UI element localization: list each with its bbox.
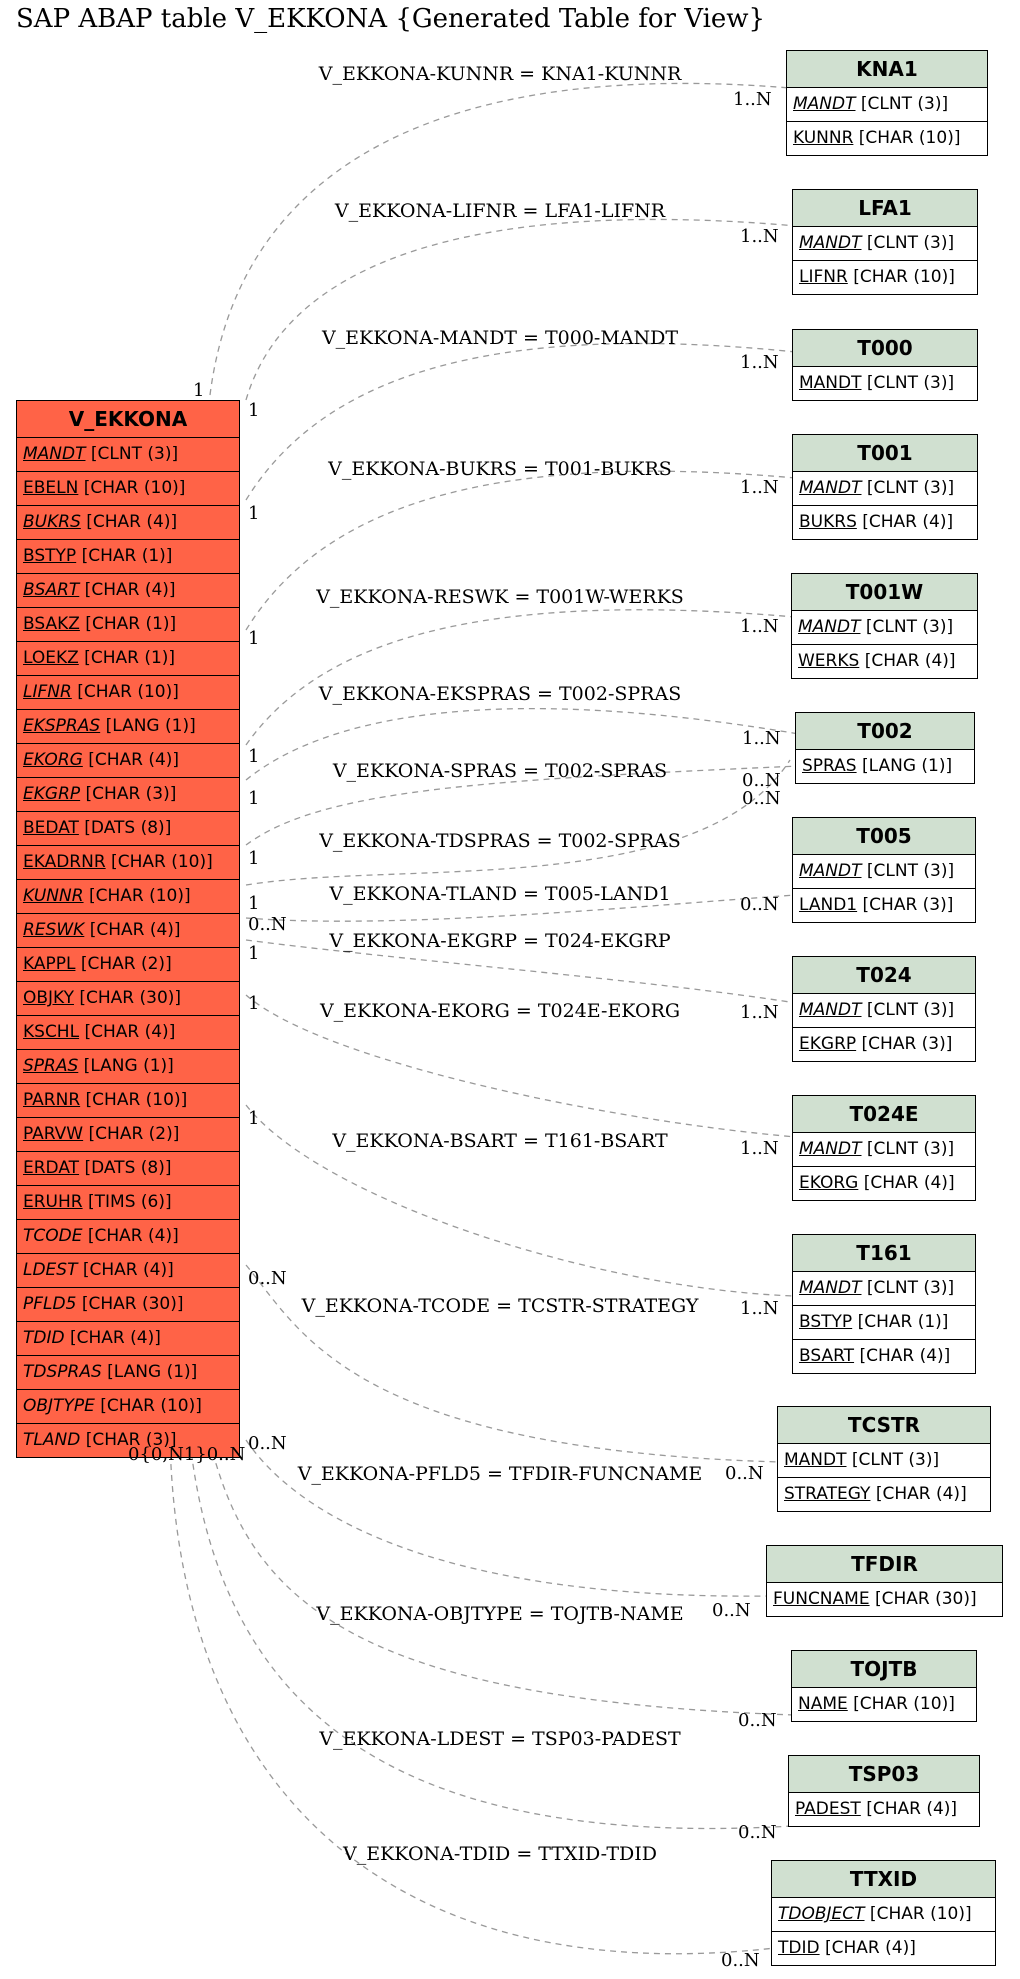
table-field-row bbox=[792, 645, 977, 678]
table-header: T001W bbox=[792, 574, 977, 611]
to-cardinality: 0..N bbox=[738, 1822, 777, 1843]
table-field-row bbox=[796, 750, 974, 783]
field-name: KUNNR bbox=[793, 128, 854, 148]
field-name: KAPPL bbox=[23, 954, 76, 974]
table-field-row bbox=[787, 88, 987, 122]
from-cardinality: 1 bbox=[248, 788, 260, 809]
table-header: V_EKKONA bbox=[17, 401, 239, 438]
field-name: ERUHR bbox=[23, 1192, 83, 1212]
field-name: PARNR bbox=[23, 1090, 81, 1110]
field-type: [CLNT (3)] bbox=[855, 94, 949, 114]
table-field-row bbox=[17, 676, 239, 710]
table-field-row bbox=[17, 948, 239, 982]
table-header: KNA1 bbox=[787, 51, 987, 88]
field-type: [CHAR (4)] bbox=[82, 1226, 179, 1246]
field-type: [CHAR (1)] bbox=[79, 614, 177, 634]
field-name: MANDT bbox=[784, 1450, 847, 1470]
field-type: [CHAR (4)] bbox=[79, 580, 176, 600]
from-cardinality: 1 bbox=[248, 503, 260, 524]
table-field-row bbox=[778, 1478, 990, 1511]
to-cardinality: 1..N bbox=[740, 352, 779, 373]
from-cardinality: 1 bbox=[248, 893, 260, 914]
field-type: [CHAR (4)] bbox=[84, 920, 181, 940]
field-name: TLAND bbox=[23, 1430, 81, 1450]
table-field-row bbox=[17, 1390, 239, 1424]
field-name: MANDT bbox=[799, 1139, 862, 1159]
field-type: [LANG (1)] bbox=[78, 1056, 174, 1076]
field-type: [CHAR (4)] bbox=[82, 750, 180, 770]
table-header: T001 bbox=[793, 435, 977, 472]
field-type: [CHAR (10)] bbox=[847, 267, 955, 287]
field-type: [CLNT (3)] bbox=[85, 444, 179, 464]
field-type: [CLNT (3)] bbox=[861, 1139, 955, 1159]
relation-label: V_EKKONA-BUKRS = T001-BUKRS bbox=[328, 458, 672, 480]
table-field-row bbox=[793, 1028, 975, 1061]
relation-label: V_EKKONA-MANDT = T000-MANDT bbox=[321, 327, 679, 349]
table-field-row bbox=[792, 1688, 976, 1721]
field-type: [DATS (8)] bbox=[79, 1158, 172, 1178]
field-type: [CHAR (4)] bbox=[856, 512, 954, 532]
field-type: [CHAR (4)] bbox=[859, 651, 956, 671]
from-cardinality: 1 bbox=[248, 400, 260, 421]
ref-table-tsp03 bbox=[788, 1755, 980, 1827]
relation-label: V_EKKONA-EKSPRAS = T002-SPRAS bbox=[318, 683, 682, 705]
field-type: [CHAR (1)] bbox=[76, 546, 173, 566]
field-name: KUNNR bbox=[23, 886, 84, 906]
field-name: MANDT bbox=[798, 617, 861, 637]
field-name: LIFNR bbox=[799, 267, 848, 287]
to-cardinality: 0..N bbox=[738, 1710, 777, 1731]
field-name: RESWK bbox=[23, 920, 85, 940]
ref-table-t001w bbox=[791, 573, 978, 679]
field-type: [CHAR (10)] bbox=[80, 1090, 188, 1110]
field-type: [CLNT (3)] bbox=[846, 1450, 940, 1470]
table-field-row bbox=[772, 1898, 995, 1932]
field-name: STRATEGY bbox=[784, 1484, 871, 1504]
field-name: MANDT bbox=[793, 94, 856, 114]
field-name: LOEKZ bbox=[23, 648, 79, 668]
table-field-row bbox=[17, 472, 239, 506]
field-type: [CHAR (4)] bbox=[854, 1346, 951, 1366]
table-field-row bbox=[778, 1444, 990, 1478]
table-field-row bbox=[17, 1254, 239, 1288]
relation-label: V_EKKONA-LDEST = TSP03-PADEST bbox=[319, 1728, 681, 1750]
table-field-row bbox=[17, 1186, 239, 1220]
table-field-row bbox=[17, 880, 239, 914]
field-name: BUKRS bbox=[23, 512, 81, 532]
from-cardinality: 0..N bbox=[248, 914, 287, 935]
table-field-row bbox=[17, 846, 239, 880]
relation-label: V_EKKONA-KUNNR = KNA1-KUNNR bbox=[318, 63, 682, 85]
table-field-row bbox=[793, 472, 977, 506]
field-type: [CHAR (4)] bbox=[870, 1484, 967, 1504]
relation-label: V_EKKONA-EKORG = T024E-EKORG bbox=[319, 1000, 681, 1022]
table-field-row bbox=[17, 1152, 239, 1186]
field-type: [CHAR (3)] bbox=[80, 784, 177, 804]
field-type: [TIMS (6)] bbox=[82, 1192, 172, 1212]
table-header: TTXID bbox=[772, 1861, 995, 1898]
relation-label: V_EKKONA-TCODE = TCSTR-STRATEGY bbox=[301, 1295, 699, 1317]
table-field-row bbox=[17, 1322, 239, 1356]
field-type: [DATS (8)] bbox=[78, 818, 172, 838]
field-type: [LANG (1)] bbox=[856, 756, 953, 776]
ref-table-t161 bbox=[792, 1234, 976, 1374]
table-field-row bbox=[793, 227, 977, 261]
field-name: BSTYP bbox=[23, 546, 77, 566]
field-type: [CHAR (10)] bbox=[94, 1396, 202, 1416]
field-type: [CHAR (30)] bbox=[76, 1294, 184, 1314]
ref-table-tcstr bbox=[777, 1406, 991, 1512]
ref-table-t000 bbox=[792, 329, 978, 401]
field-name: ERDAT bbox=[23, 1158, 80, 1178]
table-field-row bbox=[792, 611, 977, 645]
to-cardinality: 1..N bbox=[740, 1138, 779, 1159]
table-field-row bbox=[793, 889, 975, 922]
ref-table-ttxid bbox=[771, 1860, 996, 1966]
table-field-row bbox=[793, 1306, 975, 1340]
table-header: T002 bbox=[796, 713, 974, 750]
field-name: MANDT bbox=[799, 1000, 862, 1020]
field-name: BEDAT bbox=[23, 818, 79, 838]
relation-label: V_EKKONA-RESWK = T001W-WERKS bbox=[316, 586, 684, 608]
field-name: TDID bbox=[778, 1938, 820, 1958]
field-name: EKORG bbox=[799, 1173, 859, 1193]
to-cardinality: 1..N bbox=[740, 1298, 779, 1319]
field-name: LAND1 bbox=[799, 895, 858, 915]
table-header: LFA1 bbox=[793, 190, 977, 227]
table-field-row bbox=[17, 778, 239, 812]
field-name: MANDT bbox=[799, 233, 862, 253]
table-field-row bbox=[789, 1793, 979, 1826]
to-cardinality: 0..N bbox=[742, 788, 781, 809]
field-type: [CHAR (30)] bbox=[73, 988, 182, 1008]
field-type: [CHAR (10)] bbox=[78, 478, 186, 498]
field-name: MANDT bbox=[799, 1278, 862, 1298]
field-name: LIFNR bbox=[23, 682, 72, 702]
field-name: OBJTYPE bbox=[23, 1396, 95, 1416]
ref-table-t002 bbox=[795, 712, 975, 784]
ref-table-t024 bbox=[792, 956, 976, 1062]
field-type: [CLNT (3)] bbox=[861, 233, 955, 253]
relation-label: V_EKKONA-BSART = T161-BSART bbox=[332, 1130, 668, 1152]
field-type: [CLNT (3)] bbox=[861, 1278, 955, 1298]
ref-table-t024e bbox=[792, 1095, 976, 1201]
relation-label: V_EKKONA-TLAND = T005-LAND1 bbox=[329, 883, 671, 905]
table-header: TCSTR bbox=[778, 1407, 990, 1444]
field-name: TCODE bbox=[23, 1226, 83, 1246]
from-cardinality: 0..N bbox=[248, 1433, 287, 1454]
field-name: BSAKZ bbox=[23, 614, 80, 634]
relation-line bbox=[170, 1442, 775, 1954]
from-cardinality: 1 bbox=[248, 1108, 260, 1129]
field-type: [CHAR (4)] bbox=[77, 1260, 174, 1280]
to-cardinality: 0..N bbox=[725, 1463, 764, 1484]
table-field-row bbox=[17, 642, 239, 676]
field-type: [CHAR (10)] bbox=[853, 128, 961, 148]
from-cardinality: 1 bbox=[248, 848, 260, 869]
table-header: T024E bbox=[793, 1096, 975, 1133]
field-type: [CHAR (4)] bbox=[860, 1799, 958, 1819]
field-name: FUNCNAME bbox=[773, 1589, 870, 1609]
main-table-v_ekkona bbox=[16, 400, 240, 1458]
field-name: EKORG bbox=[23, 750, 83, 770]
ref-table-lfa1 bbox=[792, 189, 978, 295]
table-field-row bbox=[793, 994, 975, 1028]
to-cardinality: 0..N bbox=[742, 770, 781, 791]
table-field-row bbox=[17, 744, 239, 778]
relation-line bbox=[246, 219, 796, 400]
table-field-row bbox=[793, 367, 977, 400]
table-field-row bbox=[17, 1288, 239, 1322]
table-field-row bbox=[17, 1118, 239, 1152]
table-field-row bbox=[17, 540, 239, 574]
field-name: SPRAS bbox=[23, 1056, 79, 1076]
from-cardinality: 1 bbox=[193, 380, 205, 401]
from-cardinality: 1 bbox=[248, 943, 260, 964]
table-field-row bbox=[793, 1167, 975, 1200]
field-name: EKGRP bbox=[23, 784, 81, 804]
field-type: [CHAR (1)] bbox=[852, 1312, 949, 1332]
field-name: LDEST bbox=[23, 1260, 78, 1280]
from-cardinality: 1 bbox=[248, 993, 260, 1014]
field-type: [CLNT (3)] bbox=[861, 861, 955, 881]
table-field-row bbox=[17, 1356, 239, 1390]
to-cardinality: 1..N bbox=[733, 89, 772, 110]
field-type: [CLNT (3)] bbox=[860, 617, 954, 637]
relation-label: V_EKKONA-EKGRP = T024-EKGRP bbox=[329, 930, 671, 952]
to-cardinality: 1..N bbox=[742, 728, 781, 749]
field-name: PFLD5 bbox=[23, 1294, 77, 1314]
field-type: [CHAR (10)] bbox=[83, 886, 191, 906]
field-type: [CHAR (10)] bbox=[847, 1694, 955, 1714]
field-type: [LANG (1)] bbox=[100, 716, 196, 736]
field-name: NAME bbox=[798, 1694, 848, 1714]
field-type: [CLNT (3)] bbox=[861, 1000, 955, 1020]
field-name: EKADRNR bbox=[23, 852, 106, 872]
field-name: MANDT bbox=[23, 444, 86, 464]
table-header: T005 bbox=[793, 818, 975, 855]
field-name: BSART bbox=[23, 580, 80, 600]
field-type: [CHAR (10)] bbox=[71, 682, 179, 702]
ref-table-kna1 bbox=[786, 50, 988, 156]
table-header: TOJTB bbox=[792, 1651, 976, 1688]
field-name: EBELN bbox=[23, 478, 79, 498]
field-name: TDID bbox=[23, 1328, 65, 1348]
table-field-row bbox=[793, 261, 977, 294]
field-type: [CHAR (4)] bbox=[80, 512, 178, 532]
table-field-row bbox=[772, 1932, 995, 1965]
field-name: MANDT bbox=[799, 861, 862, 881]
ref-table-tfdir bbox=[766, 1545, 1003, 1617]
table-field-row bbox=[17, 812, 239, 846]
table-field-row bbox=[17, 914, 239, 948]
field-name: SPRAS bbox=[802, 756, 857, 776]
field-name: EKSPRAS bbox=[23, 716, 101, 736]
field-type: [CHAR (4)] bbox=[64, 1328, 161, 1348]
field-name: EKGRP bbox=[799, 1034, 857, 1054]
relation-label: V_EKKONA-SPRAS = T002-SPRAS bbox=[332, 760, 668, 782]
table-field-row bbox=[17, 608, 239, 642]
field-type: [CHAR (30)] bbox=[869, 1589, 977, 1609]
table-field-row bbox=[767, 1583, 1002, 1616]
table-header: T000 bbox=[793, 330, 977, 367]
to-cardinality: 0..N bbox=[740, 894, 779, 915]
table-field-row bbox=[17, 506, 239, 540]
field-type: [CLNT (3)] bbox=[861, 373, 955, 393]
table-field-row bbox=[17, 438, 239, 472]
field-type: [CHAR (3)] bbox=[857, 895, 954, 915]
to-cardinality: 0..N bbox=[712, 1600, 751, 1621]
to-cardinality: 1..N bbox=[740, 226, 779, 247]
field-type: [CHAR (1)] bbox=[78, 648, 176, 668]
relation-label: V_EKKONA-PFLD5 = TFDIR-FUNCNAME bbox=[297, 1463, 703, 1485]
table-field-row bbox=[17, 982, 239, 1016]
table-field-row bbox=[17, 1016, 239, 1050]
field-name: BUKRS bbox=[799, 512, 857, 532]
field-name: WERKS bbox=[798, 651, 860, 671]
field-type: [CHAR (2)] bbox=[83, 1124, 180, 1144]
field-name: MANDT bbox=[799, 478, 862, 498]
table-field-row bbox=[793, 1272, 975, 1306]
table-field-row bbox=[793, 1340, 975, 1373]
relation-label: V_EKKONA-LIFNR = LFA1-LIFNR bbox=[334, 200, 666, 222]
field-type: [CHAR (2)] bbox=[75, 954, 172, 974]
table-field-row bbox=[793, 1133, 975, 1167]
field-name: TDSPRAS bbox=[23, 1362, 102, 1382]
from-cardinality: 0..N bbox=[248, 1268, 287, 1289]
field-name: TDOBJECT bbox=[778, 1904, 865, 1924]
table-header: TSP03 bbox=[789, 1756, 979, 1793]
table-field-row bbox=[793, 855, 975, 889]
to-cardinality: 1..N bbox=[740, 616, 779, 637]
table-field-row bbox=[793, 506, 977, 539]
diagram-title: SAP ABAP table V_EKKONA {Generated Table for View} bbox=[16, 4, 766, 34]
ref-table-t005 bbox=[792, 817, 976, 923]
field-name: OBJKY bbox=[23, 988, 74, 1008]
relation-line bbox=[190, 1442, 792, 1829]
table-field-row bbox=[17, 1220, 239, 1254]
table-field-row bbox=[787, 122, 987, 155]
to-cardinality: 1..N bbox=[740, 477, 779, 498]
field-name: PADEST bbox=[795, 1799, 861, 1819]
field-type: [CLNT (3)] bbox=[861, 478, 955, 498]
table-header: TFDIR bbox=[767, 1546, 1002, 1583]
field-type: [CHAR (3)] bbox=[80, 1430, 177, 1450]
field-type: [LANG (1)] bbox=[101, 1362, 198, 1382]
field-type: [CHAR (4)] bbox=[79, 1022, 176, 1042]
field-type: [CHAR (3)] bbox=[856, 1034, 953, 1054]
table-field-row bbox=[17, 710, 239, 744]
field-name: BSART bbox=[799, 1346, 855, 1366]
overlapping-cardinalities: 0{0,N1}0..N bbox=[128, 1444, 246, 1465]
field-name: PARVW bbox=[23, 1124, 84, 1144]
from-cardinality: 1 bbox=[248, 628, 260, 649]
field-name: BSTYP bbox=[799, 1312, 853, 1332]
table-field-row bbox=[17, 1084, 239, 1118]
field-type: [CHAR (4)] bbox=[858, 1173, 955, 1193]
field-type: [CHAR (10)] bbox=[105, 852, 213, 872]
ref-table-tojtb bbox=[791, 1650, 977, 1722]
to-cardinality: 0..N bbox=[721, 1950, 760, 1971]
ref-table-t001 bbox=[792, 434, 978, 540]
field-name: MANDT bbox=[799, 373, 862, 393]
field-type: [CHAR (10)] bbox=[864, 1904, 972, 1924]
relation-line bbox=[246, 610, 795, 745]
relation-label: V_EKKONA-TDSPRAS = T002-SPRAS bbox=[319, 830, 681, 852]
relation-label: V_EKKONA-TDID = TTXID-TDID bbox=[343, 1843, 657, 1865]
relation-label: V_EKKONA-OBJTYPE = TOJTB-NAME bbox=[316, 1603, 684, 1625]
to-cardinality: 1..N bbox=[740, 1002, 779, 1023]
from-cardinality: 1 bbox=[248, 746, 260, 767]
field-type: [CHAR (4)] bbox=[819, 1938, 916, 1958]
table-field-row bbox=[17, 574, 239, 608]
field-name: KSCHL bbox=[23, 1022, 80, 1042]
table-header: T161 bbox=[793, 1235, 975, 1272]
table-field-row bbox=[17, 1050, 239, 1084]
table-header: T024 bbox=[793, 957, 975, 994]
